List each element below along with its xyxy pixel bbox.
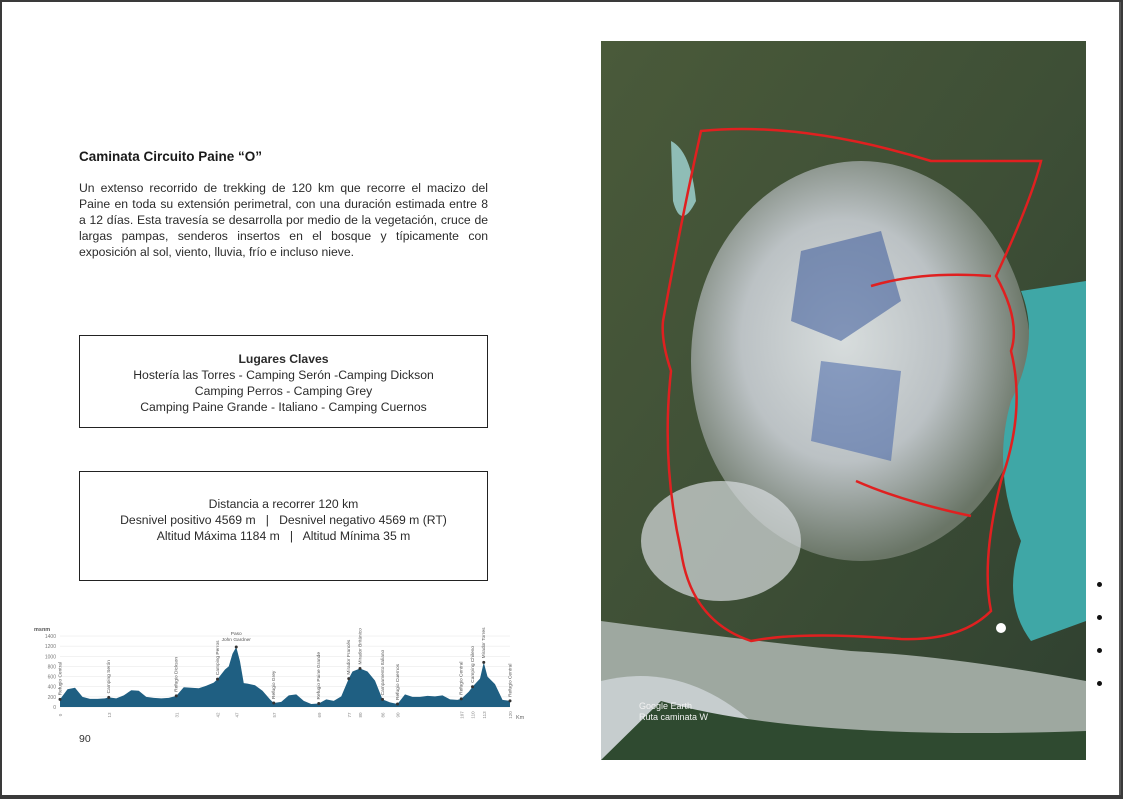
svg-text:Campamento Italiano: Campamento Italiano — [381, 649, 386, 696]
svg-text:Camping Chileno: Camping Chileno — [471, 645, 476, 683]
svg-text:120: 120 — [508, 711, 513, 719]
bullet-dot-icon — [1097, 681, 1102, 686]
svg-text:600: 600 — [47, 674, 56, 681]
bullet-dot-icon — [1097, 648, 1102, 653]
svg-text:69: 69 — [316, 712, 322, 718]
svg-text:90: 90 — [395, 712, 401, 718]
satellite-route-map — [601, 41, 1086, 760]
svg-text:800: 800 — [47, 664, 56, 671]
svg-text:77: 77 — [346, 712, 352, 718]
svg-text:110: 110 — [470, 711, 476, 719]
svg-text:Camping Perros: Camping Perros — [216, 640, 221, 676]
svg-text:Refugio Central: Refugio Central — [459, 661, 465, 695]
key-places-line: Camping Perros - Camping Grey — [194, 384, 373, 398]
svg-text:80: 80 — [358, 712, 363, 718]
stats-distance: Distancia a recorrer 120 km — [208, 497, 359, 511]
svg-text:400: 400 — [47, 684, 56, 691]
bullet-dot-icon — [1097, 615, 1102, 620]
side-bullets — [1097, 582, 1102, 714]
svg-text:47: 47 — [234, 712, 240, 718]
svg-text:107: 107 — [459, 711, 465, 719]
svg-text:200: 200 — [47, 694, 56, 701]
intro-paragraph: Un extenso recorrido de trekking de 120 km que recorre el macizo del Paine en toda su extensión perimetral, con una duración estimada entre 8 a 12 días. Esta travesía se desarrolla por medio de la vegetación, cruce de largas pampas, senderos insertos en el bosque y típicamente con exposición al sol, viento, lluvia, frío e incluso nieve. — [79, 181, 488, 259]
svg-text:Paso: Paso — [230, 631, 242, 637]
stats-altitude: Altitud Máxima 1184 m | Altitud Mínima 35 m — [156, 529, 411, 543]
map-caption-route: Ruta caminata W — [639, 712, 709, 722]
svg-text:Refugio Cuernos: Refugio Cuernos — [396, 663, 401, 700]
svg-text:1400: 1400 — [44, 634, 56, 640]
stats-elevation-gain: Desnivel positivo 4569 m | Desnivel negativo 4569 m (RT) — [120, 513, 447, 527]
svg-text:0: 0 — [58, 713, 63, 717]
svg-text:Refugio Grey: Refugio Grey — [272, 670, 278, 699]
svg-text:Mirador Francés: Mirador Francés — [347, 639, 353, 675]
svg-text:Km: Km — [516, 715, 525, 721]
map-image — [601, 41, 1086, 760]
svg-text:1200: 1200 — [44, 644, 56, 651]
svg-text:31: 31 — [174, 712, 180, 718]
page-number: 90 — [79, 733, 91, 745]
svg-text:John Gardner: John Gardner — [221, 637, 251, 643]
svg-text:0: 0 — [53, 705, 56, 711]
route-stats-box — [79, 471, 488, 581]
svg-text:Refugio Central: Refugio Central — [508, 663, 514, 697]
svg-text:Camping Serón: Camping Serón — [107, 660, 113, 694]
document-page — [2, 2, 1121, 795]
key-places-heading: Lugares Claves — [238, 352, 329, 366]
svg-text:57: 57 — [271, 712, 277, 718]
svg-text:42: 42 — [215, 712, 221, 718]
map-caption — [639, 701, 708, 723]
elevation-profile-chart — [32, 622, 532, 727]
key-places-box — [79, 335, 488, 428]
map-caption-source: Google Earth — [639, 701, 693, 711]
svg-text:Refugio Dickson: Refugio Dickson — [174, 656, 180, 692]
svg-text:Refugio Central: Refugio Central — [58, 662, 64, 696]
svg-text:13: 13 — [106, 712, 112, 718]
svg-text:1000: 1000 — [44, 654, 56, 661]
svg-text:Mirador Británico: Mirador Británico — [358, 628, 364, 665]
svg-text:113: 113 — [481, 711, 487, 719]
svg-text:msnm: msnm — [34, 627, 51, 633]
key-places-line: Camping Paine Grande - Italiano - Camping Cuernos — [140, 400, 427, 414]
elevation-profile-svg — [32, 622, 532, 727]
key-places-line: Hostería las Torres - Camping Serón -Camping Dickson — [133, 368, 434, 382]
page-title: Caminata Circuito Paine “O” — [79, 149, 263, 164]
svg-text:86: 86 — [380, 712, 386, 718]
svg-text:Refugio Paine Grande: Refugio Paine Grande — [317, 651, 323, 700]
bullet-dot-icon — [1097, 582, 1102, 587]
svg-text:Mirador Torres: Mirador Torres — [482, 627, 488, 659]
